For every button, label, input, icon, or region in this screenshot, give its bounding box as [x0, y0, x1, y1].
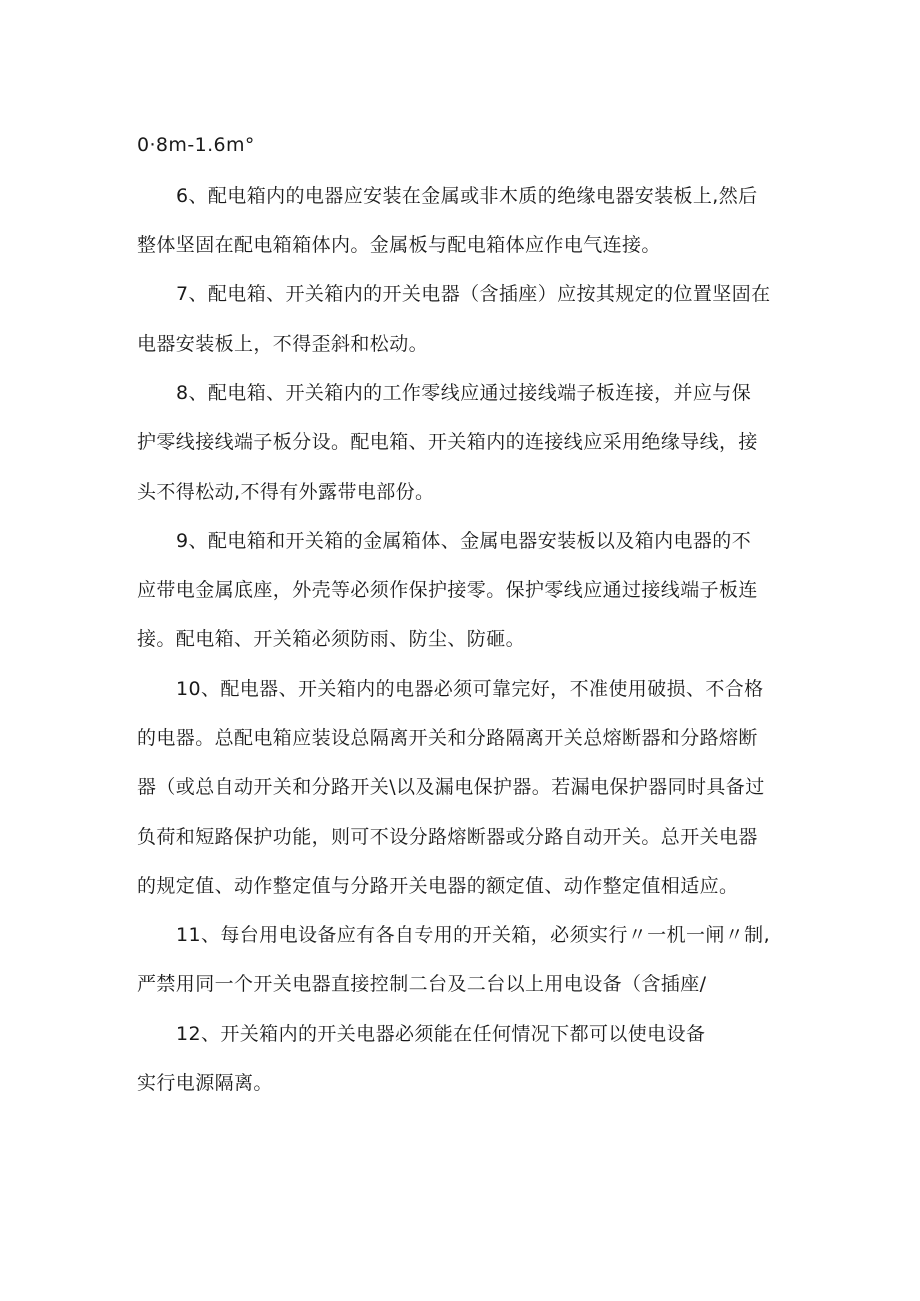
- text-line-8: 头不得松动,不得有外露带电部份。: [137, 481, 435, 503]
- text-line-2: 6、配电箱内的电器应安装在金属或非木质的绝缘电器安装板上,然后: [176, 185, 758, 207]
- text-line-9: 9、配电箱和开关箱的金属箱体、金属电器安装板以及箱内电器的不: [176, 530, 752, 552]
- text-line-13: 的电器。总配电箱应装设总隔离开关和分路隔离开关总熔断器和分路熔断: [137, 727, 758, 749]
- text-line-14: 器（或总自动开关和分路开关\以及漏电保护器。若漏电保护器同时具备过: [137, 776, 765, 798]
- text-line-17: 11、每台用电设备应有各自专用的开关箱，必须实行〃一机一闸〃制,: [176, 924, 771, 946]
- text-line-7: 护零线接线端子板分设。配电箱、开关箱内的连接线应采用绝缘导线，接: [137, 431, 758, 453]
- text-line-18: 严禁用同一个开关电器直接控制二台及二台以上用电设备（含插座/: [137, 973, 707, 995]
- text-line-11: 接。配电箱、开关箱必须防雨、防尘、防砸。: [137, 628, 526, 650]
- text-line-12: 10、配电器、开关箱内的电器必须可靠完好，不准使用破损、不合格: [176, 678, 764, 700]
- text-line-6: 8、配电箱、开关箱内的工作零线应通过接线端子板连接，并应与保: [176, 382, 752, 404]
- text-line-5: 电器安装板上，不得歪斜和松动。: [137, 333, 429, 355]
- text-line-1: 0·8m-1.6m°: [137, 134, 255, 156]
- text-line-15: 负荷和短路保护功能，则可不设分路熔断器或分路自动开关。总开关电器: [137, 826, 758, 848]
- text-line-16: 的规定值、动作整定值与分路开关电器的额定值、动作整定值相适应。: [137, 875, 739, 897]
- text-line-20: 实行电源隔离。: [137, 1072, 273, 1094]
- text-line-3: 整体坚固在配电箱箱体内。金属板与配电箱体应作电气连接。: [137, 234, 661, 256]
- text-line-19: 12、开关箱内的开关电器必须能在任何情况下都可以使电设备: [176, 1023, 706, 1045]
- text-line-10: 应带电金属底座，外壳等必须作保护接零。保护零线应通过接线端子板连: [137, 579, 758, 601]
- text-line-4: 7、配电箱、开关箱内的开关电器（含插座）应按其规定的位置坚固在: [176, 283, 771, 305]
